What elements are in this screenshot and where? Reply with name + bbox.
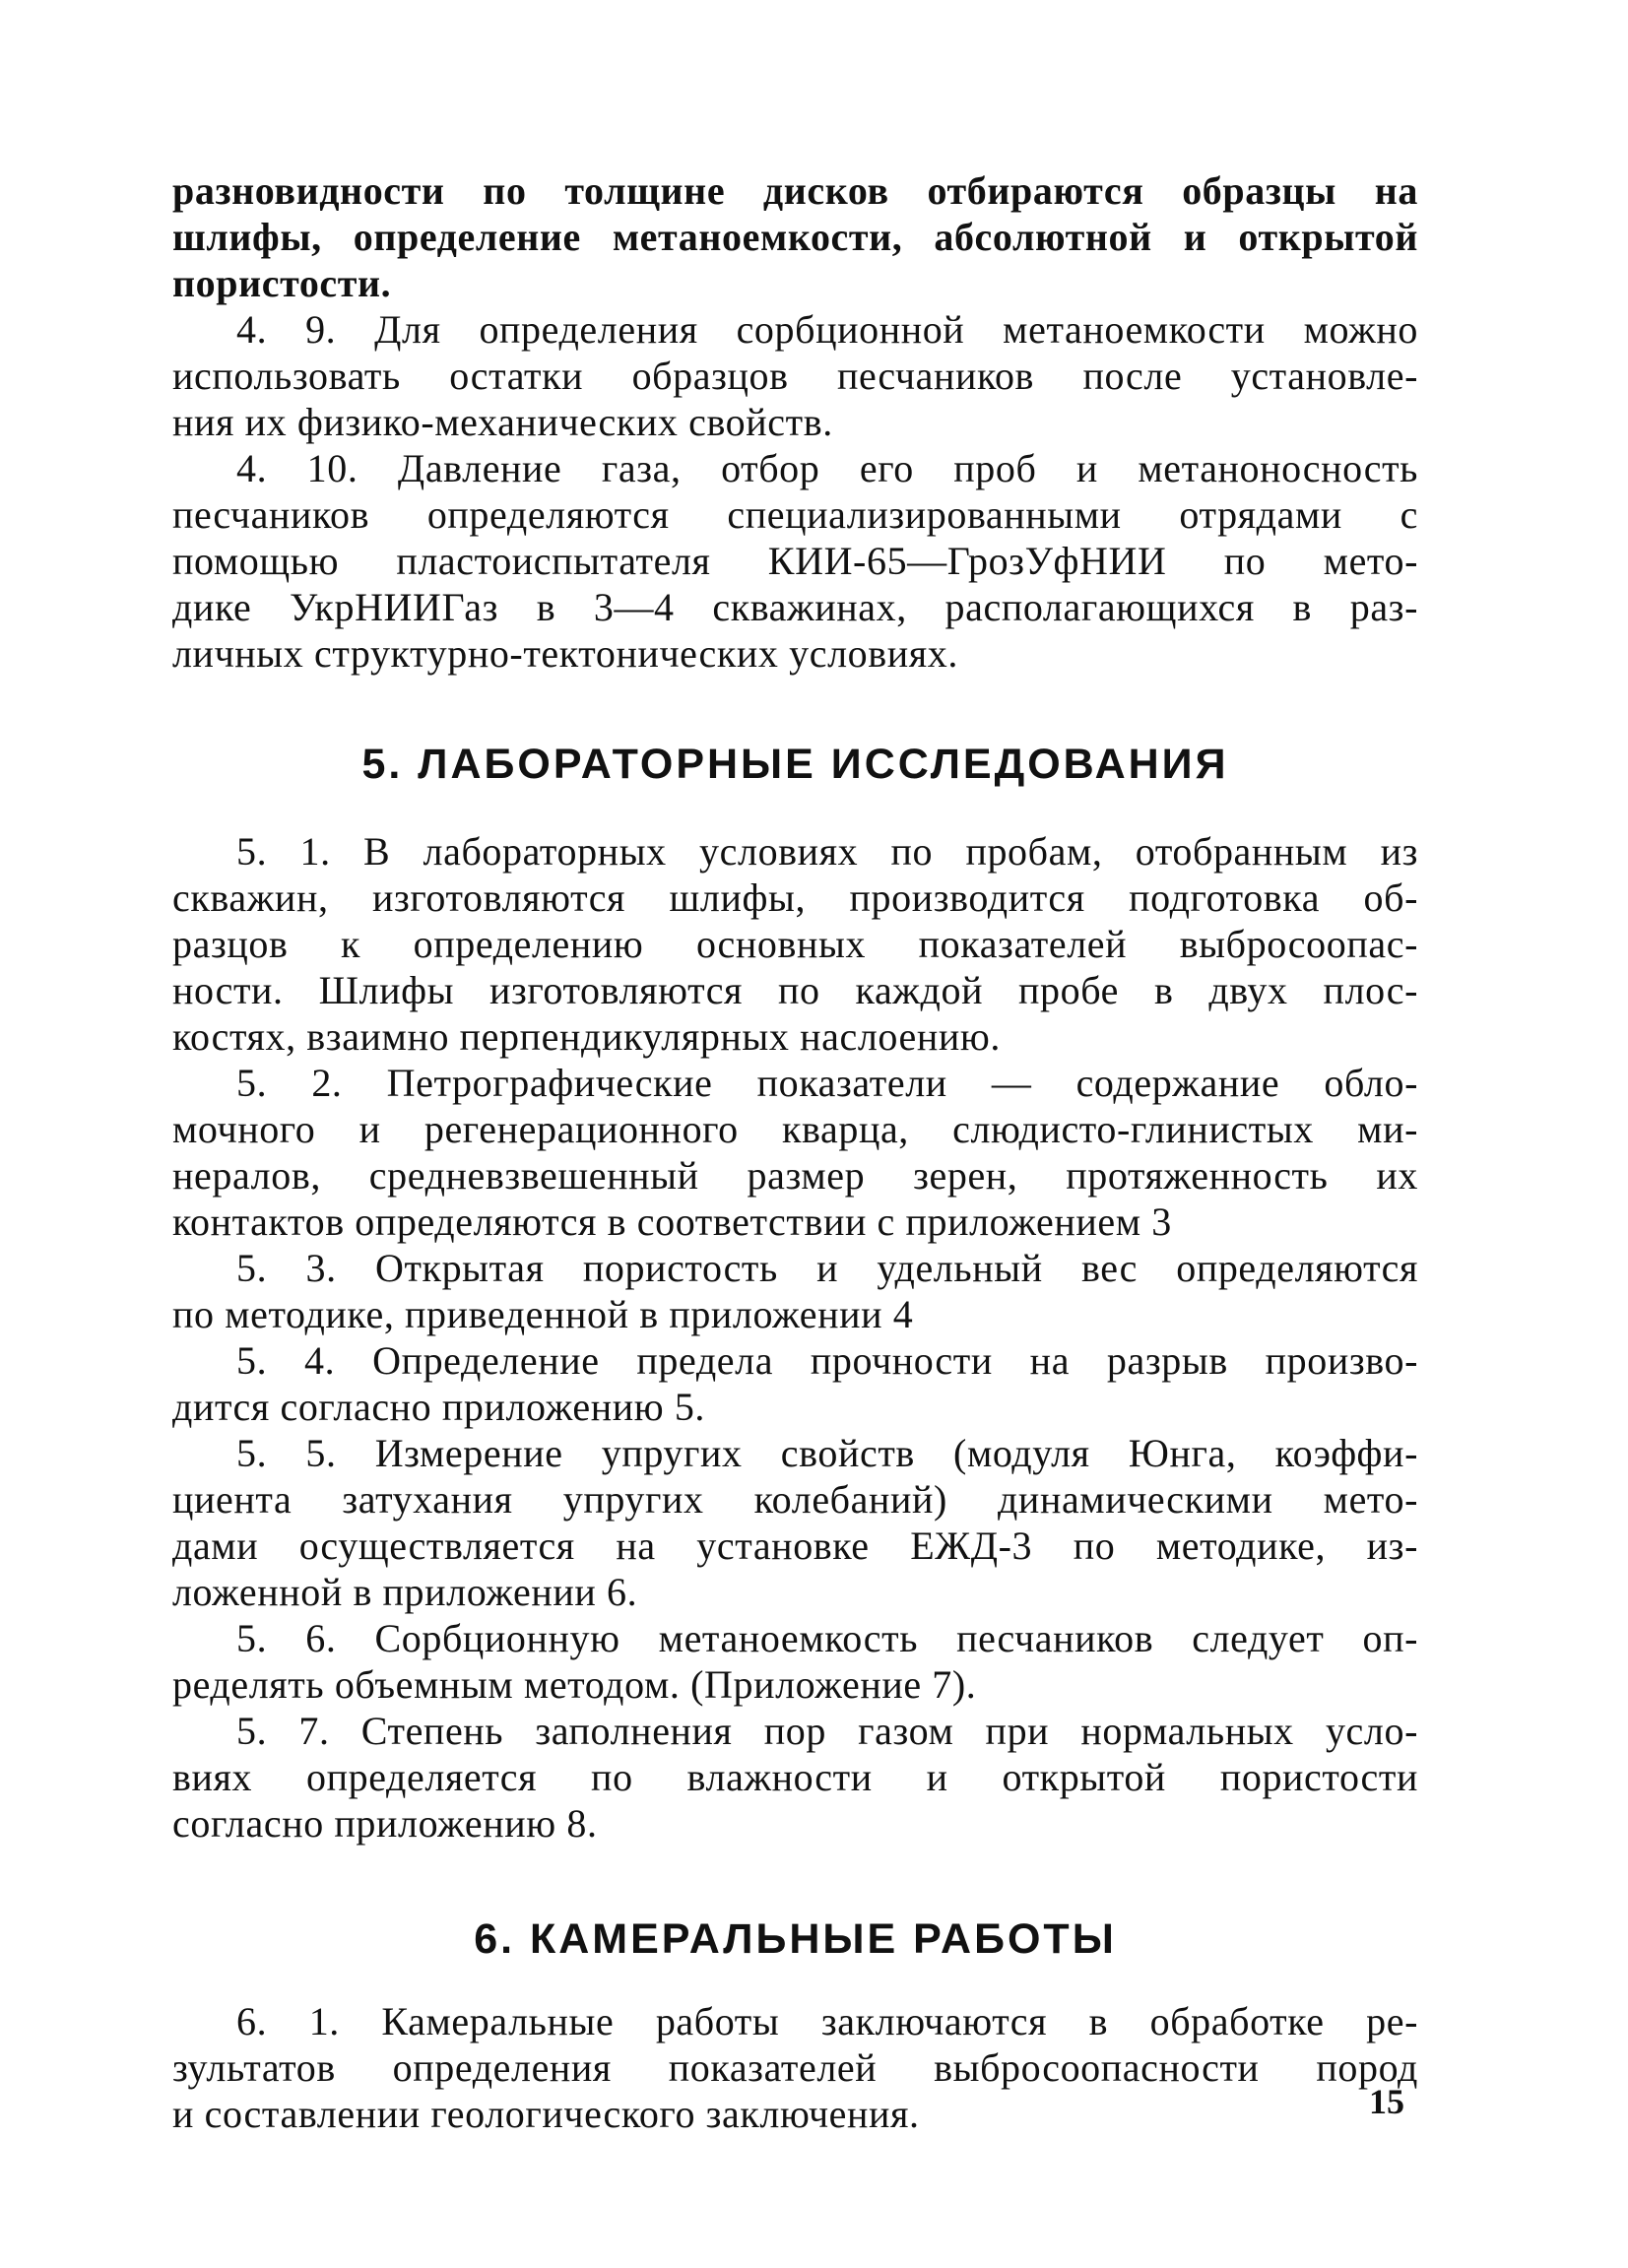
text-line: разцов к определению основных показателей выбросоопас- <box>172 922 1418 966</box>
document-page <box>172 167 1418 2137</box>
paragraph-5-7 <box>172 1708 1418 1847</box>
text-line: 5. 2. Петрографические показатели — содержание обло- <box>236 1061 1418 1105</box>
paragraph-5-4 <box>172 1337 1418 1430</box>
paragraph-6-1 <box>172 1998 1418 2137</box>
text-line: согласно приложению 8. <box>172 1801 598 1846</box>
paragraph-4-10 <box>172 445 1418 677</box>
text-line: циента затухания упругих колебаний) динамическими мето- <box>172 1477 1418 1522</box>
text-line: и составлении геологического заключения. <box>172 2092 920 2136</box>
section-5-heading: 5. ЛАБОРАТОРНЫЕ ИССЛЕДОВАНИЯ <box>361 741 1229 788</box>
intro-paragraph <box>172 167 1418 306</box>
text-line: дами осуществляется на установке ЕЖД-3 по методике, из- <box>172 1523 1418 1568</box>
text-line: ния их физико-механических свойств. <box>172 400 833 444</box>
text-line: 5. 1. В лабораторных условиях по пробам, отобранным из <box>236 829 1418 874</box>
text-line: ределять объемным методом. (Приложение 7). <box>172 1662 977 1707</box>
text-line: 5. 7. Степень заполнения пор газом при нормальных усло- <box>236 1709 1418 1753</box>
text-line: пористости. <box>172 261 392 305</box>
text-line: 5. 6. Сорбционную метаноемкость песчаников следует оп- <box>236 1616 1418 1660</box>
text-line: контактов определяются в соответствии с приложением 3 <box>172 1199 1172 1244</box>
text-line: мочного и регенерационного кварца, слюдисто-глинистых ми- <box>172 1107 1418 1151</box>
text-line: 5. 3. Открытая пористость и удельный вес определяются <box>236 1246 1418 1290</box>
paragraph-5-6 <box>172 1615 1418 1708</box>
text-line: помощью пластоиспытателя КИИ-65—ГрозУфНИИ по мето- <box>172 539 1418 583</box>
text-line: костях, взаимно перпендикулярных наслоению. <box>172 1014 1001 1059</box>
paragraph-5-5 <box>172 1430 1418 1615</box>
text-line: 4. 10. Давление газа, отбор его проб и метаноносность <box>236 446 1418 490</box>
text-line: ложенной в приложении 6. <box>172 1570 638 1614</box>
section-6-heading: 6. КАМЕРАЛЬНЫЕ РАБОТЫ <box>474 1915 1117 1963</box>
paragraph-5-3 <box>172 1245 1418 1337</box>
text-line: песчаников определяются специализированными отрядами с <box>172 492 1418 537</box>
text-line: нералов, средневзвешенный размер зерен, протяженность их <box>172 1153 1418 1198</box>
text-line: по методике, приведенной в приложении 4 <box>172 1292 914 1336</box>
text-line: ности. Шлифы изготовляются по каждой пробе в двух плос- <box>172 968 1418 1012</box>
text-line: виях определяется по влажности и открытой пористости <box>172 1755 1418 1799</box>
paragraph-5-2 <box>172 1060 1418 1245</box>
text-line: шлифы, определение метаноемкости, абсолютной и открытой <box>172 215 1418 259</box>
text-line: личных структурно-тектонических условиях. <box>172 631 958 676</box>
text-line: разновидности по толщине дисков отбираются образцы на <box>172 168 1418 213</box>
page-number: 15 <box>1369 2082 1404 2121</box>
text-line: 5. 5. Измерение упругих свойств (модуля Юнга, коэффи- <box>236 1431 1418 1475</box>
text-line: зультатов определения показателей выбросоопасности пород <box>172 2045 1418 2090</box>
text-line: 6. 1. Камеральные работы заключаются в обработке ре- <box>236 1999 1418 2043</box>
text-line: дится согласно приложению 5. <box>172 1385 706 1429</box>
text-line: скважин, изготовляются шлифы, производится подготовка об- <box>172 875 1418 920</box>
text-line: 5. 4. Определение предела прочности на разрыв произво- <box>236 1338 1418 1383</box>
text-line: использовать остатки образцов песчаников после установле- <box>172 354 1418 398</box>
paragraph-5-1 <box>172 828 1418 1060</box>
paragraph-4-9 <box>172 306 1418 445</box>
text-line: 4. 9. Для определения сорбционной метаноемкости можно <box>236 307 1418 352</box>
text-line: дике УкрНИИГаз в 3—4 скважинах, располагающихся в раз- <box>172 585 1418 629</box>
